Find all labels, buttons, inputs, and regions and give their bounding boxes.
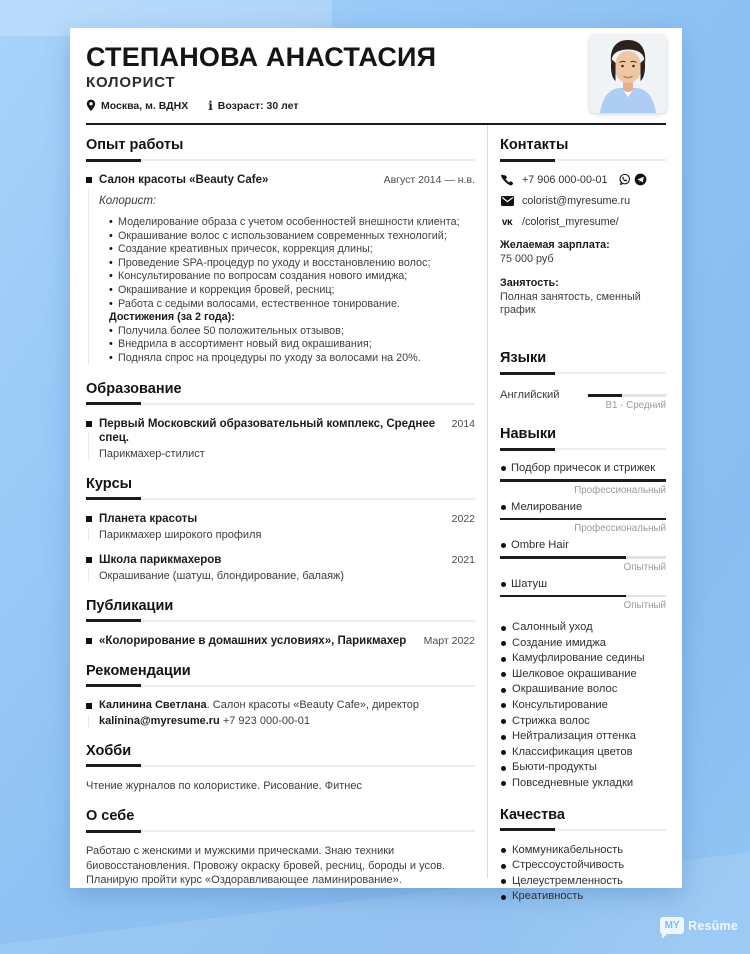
email-address[interactable]: colorist@myresume.ru <box>522 195 631 207</box>
experience-date: Август 2014 — н.в. <box>383 174 475 186</box>
section-rule <box>500 372 666 374</box>
course-date: 2021 <box>451 553 475 566</box>
skill-level-bar <box>500 595 626 598</box>
location-pin-icon <box>86 99 96 112</box>
location-row <box>86 99 188 112</box>
salary-label: Желаемая зарплата: <box>500 239 610 251</box>
section-rule <box>86 765 475 767</box>
publication-date: Март 2022 <box>423 634 475 647</box>
left-column <box>86 125 487 887</box>
skill-item: Стрижка волос <box>500 714 666 730</box>
avatar-illustration <box>590 35 666 113</box>
skills-list <box>500 620 666 792</box>
section-rule <box>86 685 475 687</box>
quality-item: Коммуникабельность <box>500 843 666 859</box>
whatsapp-icon[interactable] <box>618 173 631 186</box>
degree: Парикмахер-стилист <box>99 447 205 460</box>
recommender-details: . Салон красоты «Beauty Cafe», директор <box>206 698 419 711</box>
employment-value: Полная занятость, сменный график <box>500 291 641 316</box>
salary-value: 75 000 руб <box>500 253 554 265</box>
recommender-email[interactable]: kalinina@myresume.ru <box>99 714 220 727</box>
vk-icon: ᴠᴋ <box>501 216 513 228</box>
contact-email-row <box>500 195 666 207</box>
rated-skill <box>500 578 666 612</box>
duties-list <box>99 216 475 311</box>
section-title-experience: Опыт работы <box>86 137 184 153</box>
skill-item: Окрашивание волос <box>500 682 666 698</box>
section-rule <box>86 830 475 832</box>
section-title-education: Образование <box>86 380 182 397</box>
language-item <box>500 389 666 411</box>
quality-item: Целеустремленность <box>500 874 666 890</box>
course-desc: Окрашивание (шатуш, блондирование, балаяж) <box>99 569 345 582</box>
quality-item: Стрессоустойчивость <box>500 858 666 874</box>
location-text: Москва, м. ВДНХ <box>101 99 189 112</box>
section-rule <box>86 159 475 161</box>
duty: • Консультирование по вопросам создания нового имиджа; <box>109 270 475 284</box>
section-title-recommendations: Рекомендации <box>86 662 191 679</box>
phone-number[interactable]: +7 906 000-00-01 <box>522 173 608 186</box>
contact-vk-row <box>500 216 666 228</box>
skill-name: Подбор причесок и стрижек <box>500 462 666 475</box>
skill-level-label: Опытный <box>623 561 666 573</box>
achievement: • Подняла спрос на процедуры по уходу за волосами на 20%. <box>109 352 475 366</box>
skill-item: Консультирование <box>500 698 666 714</box>
contact-phone-row <box>500 173 666 186</box>
duty: • Создание креативных причесок, коррекция длины; <box>109 243 475 257</box>
education-date: 2014 <box>451 417 475 430</box>
skill-level-label: Профессиональный <box>574 523 666 534</box>
skill-level-bar <box>500 479 666 482</box>
skill-name: Шатуш <box>500 578 666 591</box>
skill-item: Салонный уход <box>500 620 666 636</box>
phone-icon <box>500 174 514 186</box>
myresume-logo[interactable] <box>660 917 738 934</box>
section-title-about: О себе <box>86 808 135 825</box>
about-text: Работаю с женскими и мужскими прическами. Знаю техники биовосстановления. Провожу окраску бровей, ресниц, бороды и усов. Планирую пройти курс «Оздоравливающее ламинирование». <box>86 845 446 887</box>
duty: • Окрашивание и коррекция бровей, ресниц; <box>109 284 475 298</box>
resume-card <box>70 28 682 903</box>
section-title-languages: Языки <box>500 350 547 366</box>
skill-item: Камуфлирование седины <box>500 651 666 667</box>
envelope-icon <box>500 196 514 206</box>
experience-item <box>86 173 475 366</box>
section-rule <box>86 498 475 500</box>
skill-name: Мелирование <box>500 501 666 514</box>
course-item <box>86 553 475 583</box>
skill-name: Ombre Hair <box>500 539 666 552</box>
section-title-publications: Публикации <box>86 597 174 614</box>
section-title-skills: Навыки <box>500 426 557 442</box>
course-name: Планета красоты <box>99 512 198 525</box>
section-rule <box>500 448 666 450</box>
section-title-courses: Курсы <box>86 475 133 492</box>
skill-item: Нейтрализация оттенка <box>500 729 666 745</box>
education-item <box>86 417 475 461</box>
course-date: 2022 <box>451 512 475 525</box>
skill-item: Бьюти-продукты <box>500 760 666 776</box>
skill-level-label: Профессиональный <box>574 484 666 496</box>
person-name: СТЕПАНОВА АНАСТАСИЯ <box>86 42 437 72</box>
person-title: КОЛОРИСТ <box>86 74 176 91</box>
skill-level-label: Опытный <box>623 600 666 611</box>
age-text: Возраст: 30 лет <box>217 99 299 112</box>
duty: • Работа с седыми волосами, естественное тонирование. <box>109 298 475 312</box>
language-level-label: B1 - Средний <box>605 400 666 411</box>
age-row <box>208 100 298 112</box>
recommender-name: Калинина Светлана <box>99 698 207 711</box>
section-title-contacts: Контакты <box>500 137 569 153</box>
resume-body <box>70 125 682 903</box>
skill-item: Повседневные укладки <box>500 776 666 792</box>
publication-item <box>86 634 475 648</box>
duty: • Окрашивание волос с использованием современных технологий; <box>109 230 475 244</box>
skill-level-bar <box>500 518 666 521</box>
avatar <box>590 35 666 113</box>
section-rule <box>500 829 666 831</box>
section-title-qualities: Качества <box>500 806 565 823</box>
course-desc: Парикмахер широкого профиля <box>99 528 262 541</box>
header-meta <box>86 99 666 123</box>
hobbies-text: Чтение журналов по колористике. Рисование. Фитнес <box>86 779 362 792</box>
rated-skill <box>500 501 666 535</box>
employment-label: Занятость: <box>500 277 559 289</box>
achievements-list <box>99 325 475 366</box>
language-name: Английский <box>500 389 560 401</box>
publication-name: «Колорирование в домашних условиях», Парикмахер <box>99 634 407 647</box>
job-role: Колорист: <box>99 195 157 207</box>
achievements-title: Достижения (за 2 года): <box>109 311 235 324</box>
messenger-icons <box>618 173 647 186</box>
recommendation-item <box>86 699 475 728</box>
right-column <box>487 125 666 903</box>
duty: • Проведение SPA-процедур по уходу и восстановлению волос; <box>109 257 475 271</box>
resume-header <box>70 28 682 123</box>
recommender-phone: +7 923 000-00-01 <box>219 714 310 727</box>
achievement: • Внедрила в ассортимент новый вид окрашивания; <box>109 338 475 352</box>
telegram-icon[interactable] <box>634 173 647 186</box>
duty: • Моделирование образа с учетом особенностей внешности клиента; <box>109 216 475 230</box>
info-icon: i <box>208 98 213 113</box>
skill-level-bar <box>500 556 626 559</box>
skill-item: Классификация цветов <box>500 745 666 761</box>
section-title-hobbies: Хобби <box>86 742 132 759</box>
qualities-list <box>500 843 666 905</box>
vk-handle[interactable]: /colorist_myresume/ <box>522 216 619 228</box>
school-name: Первый Московский образовательный комплекс, Среднее спец. <box>99 417 436 444</box>
skill-item: Шелковое окрашивание <box>500 667 666 683</box>
company-name: Салон красоты «Beauty Cafe» <box>99 174 269 186</box>
course-item <box>86 512 475 542</box>
section-rule <box>86 620 475 622</box>
rated-skill <box>500 539 666 573</box>
achievement: • Получила более 50 положительных отзывов; <box>109 325 475 339</box>
logo-text: Resǔme <box>688 918 738 933</box>
section-rule <box>500 159 666 161</box>
section-rule <box>86 403 475 405</box>
rated-skill <box>500 462 666 496</box>
logo-bubble: MY <box>660 917 684 934</box>
course-name: Школа парикмахеров <box>99 553 222 566</box>
skill-item: Создание имиджа <box>500 636 666 652</box>
quality-item: Креативность <box>500 889 666 905</box>
language-level-bar <box>588 394 622 397</box>
